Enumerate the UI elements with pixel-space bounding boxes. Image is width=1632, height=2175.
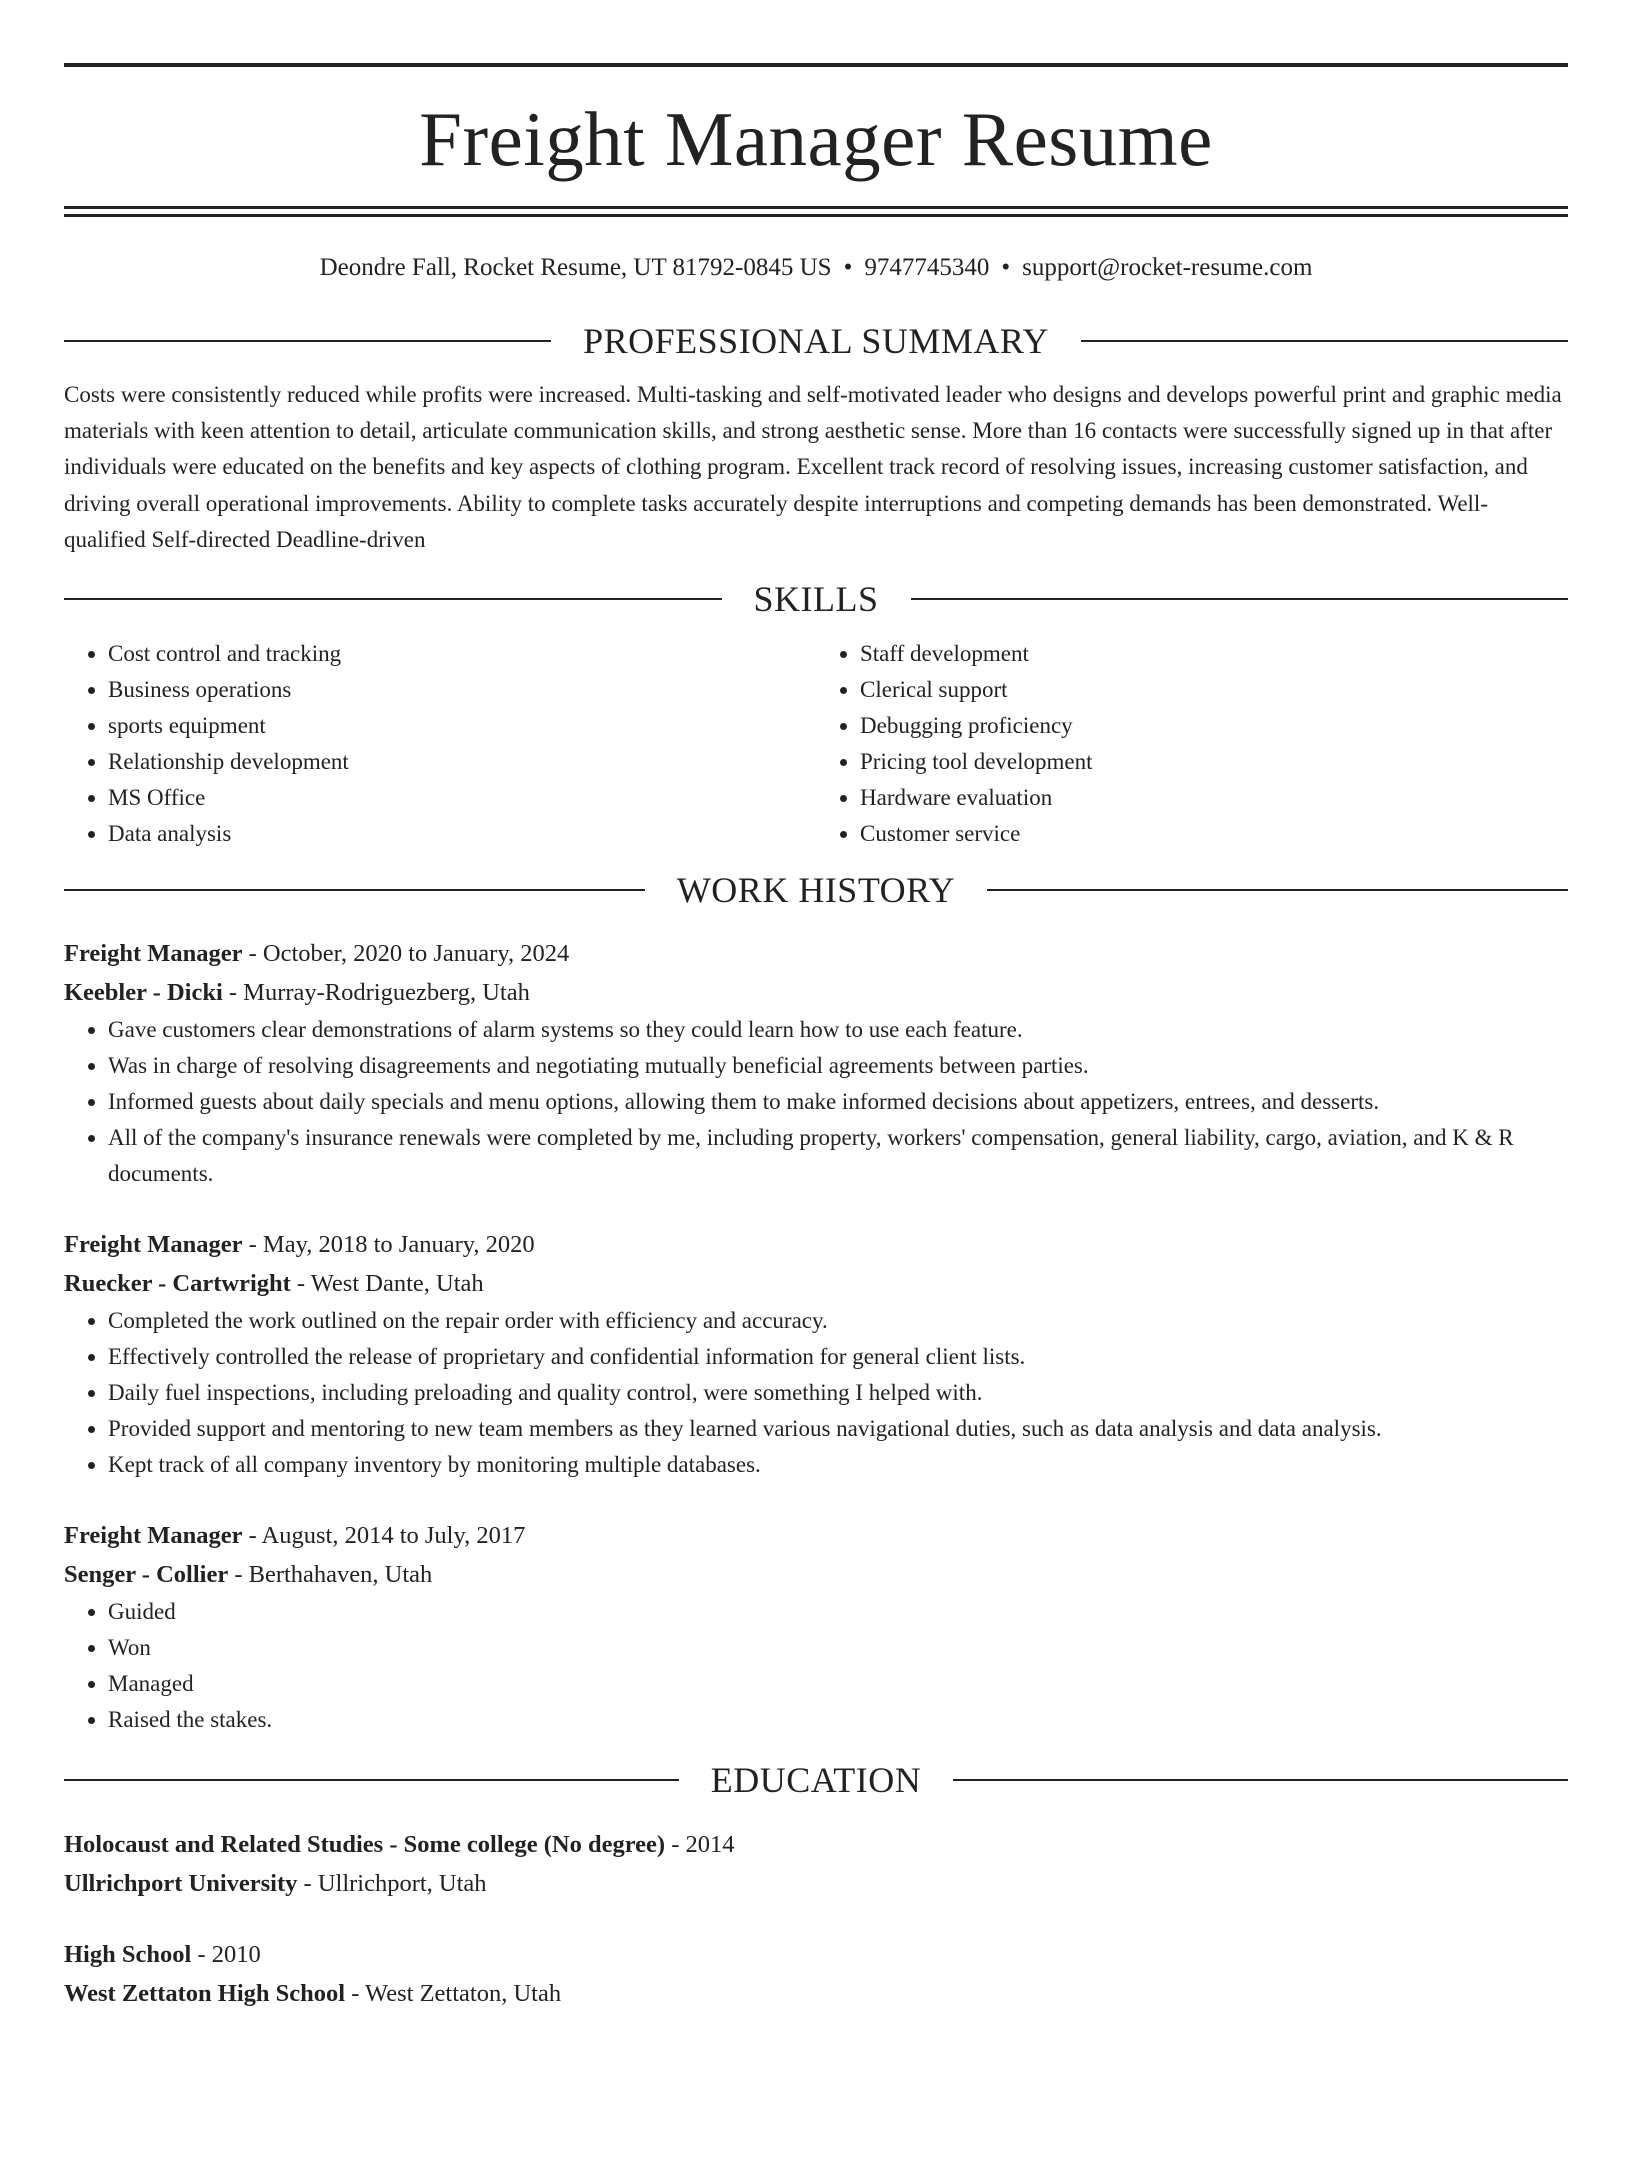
contact-phone: 9747745340 [864,254,990,281]
job-duty: • Provided support and mentoring to new team members as they learned various navigational duties, such as data analysis and data analysis. [108,1411,1568,1447]
work-section-heading [64,870,1568,910]
skill-item: • Clerical support [860,672,1568,708]
heading-rule-left [64,598,722,600]
skills-list [64,636,1568,852]
education-year: - 2010 [191,1941,261,1969]
summary-text: Costs were consistently reduced while profits were increased. Multi-tasking and self-motivated leader who designs and develops powerful print and graphic media materials with keen attention to detail, articulate communication skills, and strong aesthetic sense. More than 16 contacts were successfully signed up in that after individuals were educated on the benefits and key aspects of clothing program. Excellent track record of resolving issues, increasing customer satisfaction, and driving overall operational improvements. Ability to complete tasks accurately despite interruptions and competing demands has been demonstrated. Well-qualified Self-directed Deadline-driven [64,382,1562,552]
skills-column-right [816,636,1568,852]
job-location: - West Dante, Utah [290,1270,484,1298]
job-entry [64,934,1568,1192]
skill-item: • Customer service [860,816,1568,852]
education-heading: EDUCATION [710,1760,922,1801]
resume-page [0,63,1632,2175]
skill-item: • Pricing tool development [860,744,1568,780]
education-degree: Holocaust and Related Studies - Some college (No degree) [64,1831,666,1859]
skills-column-left [64,636,816,852]
job-dates: - August, 2014 to July, 2017 [242,1522,526,1550]
job-company-line [64,1555,1568,1594]
heading-rule-right [987,889,1568,891]
top-divider [64,63,1568,67]
page-title: Freight Manager Resume [419,96,1213,182]
heading-rule-right [911,598,1569,600]
job-duty: • Was in charge of resolving disagreements and negotiating mutually beneficial agreements between parties. [108,1048,1568,1084]
education-degree-line [64,1825,1568,1864]
job-duty: • All of the company's insurance renewals were completed by me, including property, workers' compensation, general liability, cargo, aviation, and K & R documents. [108,1120,1568,1192]
job-company-line [64,1264,1568,1303]
contact-separator: • [843,254,853,281]
job-duties [64,1012,1568,1192]
education-school-line [64,1974,1568,2013]
skill-item: • Data analysis [108,816,816,852]
education-entry [64,1825,1568,1903]
skill-item: • sports equipment [108,708,816,744]
job-title-line [64,1225,1568,1264]
skill-item: • MS Office [108,780,816,816]
job-entry [64,1225,1568,1483]
job-title-line [64,1516,1568,1555]
job-duty: • Won [108,1630,1568,1666]
job-duty: • Kept track of all company inventory by monitoring multiple databases. [108,1447,1568,1483]
job-title: Freight Manager [64,940,243,968]
job-title-line [64,934,1568,973]
education-section-heading [64,1760,1568,1800]
job-company: Ruecker - Cartwright [64,1270,291,1298]
education-school: West Zettaton High School [64,1980,346,2008]
education-degree: High School [64,1941,192,1969]
summary-heading: PROFESSIONAL SUMMARY [583,321,1049,361]
heading-rule-right [953,1779,1568,1781]
heading-rule-left [64,340,551,342]
job-duty: • Managed [108,1666,1568,1702]
skill-item: • Debugging proficiency [860,708,1568,744]
skills-section-heading [64,579,1568,619]
heading-rule-left [64,889,645,891]
job-duties [64,1594,1568,1738]
job-entry [64,1516,1568,1738]
contact-line [64,253,1568,283]
job-duty: • Informed guests about daily specials and menu options, allowing them to make informed decisions about appetizers, entrees, and desserts. [108,1084,1568,1120]
job-dates: - October, 2020 to January, 2024 [242,940,570,968]
skills-heading: SKILLS [753,579,879,620]
job-company: Senger - Collier [64,1561,229,1589]
job-dates: - May, 2018 to January, 2020 [242,1231,535,1259]
skill-item: • Staff development [860,636,1568,672]
title-double-divider [64,206,1568,217]
job-location: - Murray-Rodriguezberg, Utah [222,979,530,1007]
contact-email: support@rocket-resume.com [1022,254,1313,281]
job-location: - Berthahaven, Utah [228,1561,433,1589]
job-duty: • Daily fuel inspections, including preloading and quality control, were something I helped with. [108,1375,1568,1411]
contact-address: Deondre Fall, Rocket Resume, UT 81792-0845 US [319,254,832,281]
skill-item: • Business operations [108,672,816,708]
skill-item: • Hardware evaluation [860,780,1568,816]
skill-item: • Cost control and tracking [108,636,816,672]
education-location: - West Zettaton, Utah [345,1980,562,2008]
education-school: Ullrichport University [64,1870,298,1898]
summary-section-heading [64,321,1568,361]
job-duties [64,1303,1568,1483]
education-school-line [64,1864,1568,1903]
job-company: Keebler - Dicki [64,979,223,1007]
education-entry [64,1935,1568,2013]
job-duty: • Gave customers clear demonstrations of alarm systems so they could learn how to use each feature. [108,1012,1568,1048]
education-year: - 2014 [665,1831,735,1859]
job-duty: • Raised the stakes. [108,1702,1568,1738]
job-company-line [64,973,1568,1012]
job-duty: • Effectively controlled the release of proprietary and confidential information for general client lists. [108,1339,1568,1375]
heading-rule-right [1081,340,1568,342]
job-duty: • Guided [108,1594,1568,1630]
contact-separator: • [1001,254,1011,281]
education-location: - Ullrichport, Utah [297,1870,487,1898]
job-title: Freight Manager [64,1231,243,1259]
heading-rule-left [64,1779,679,1781]
skill-item: • Relationship development [108,744,816,780]
job-title: Freight Manager [64,1522,243,1550]
work-heading: WORK HISTORY [676,870,956,911]
education-degree-line [64,1935,1568,1974]
job-duty: • Completed the work outlined on the repair order with efficiency and accuracy. [108,1303,1568,1339]
